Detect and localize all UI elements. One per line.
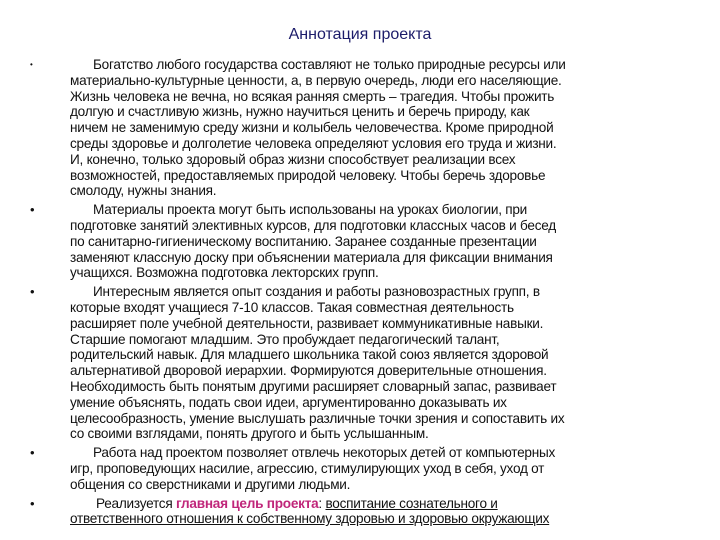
page-title: Аннотация проекта — [288, 26, 432, 43]
paragraph-line: по санитарно-гигиеническому воспитанию. Заранее созданные презентации — [70, 233, 537, 249]
paragraph-line: Жизнь человека не вечна, но всякая ранняя смерть – трагедия. Чтобы прожить — [70, 88, 555, 104]
list-item-goal — [0, 496, 720, 528]
bullet-icon: • — [30, 202, 35, 218]
paragraph-line: возможностей, предоставляемых природой человеку. Чтобы беречь здоровье — [70, 167, 546, 183]
list-item — [0, 284, 720, 442]
goal-underlined-text: воспитание сознательного и — [325, 495, 498, 511]
bullet-icon: • — [30, 445, 35, 461]
list-item — [0, 202, 720, 281]
paragraph-line: Интересным является опыт создания и работы разновозрастных групп, в — [93, 284, 540, 300]
paragraph-line: целесообразность, умение выслушать различные точки зрения и сопоставить их — [70, 410, 565, 426]
paragraph-line: Необходимость быть понятым другими расширяет словарный запас, развивает — [70, 378, 557, 394]
paragraph-line: заменяют классную доску при объяснении материала для фиксации внимания — [70, 249, 553, 265]
paragraph-line: родительский навык. Для младшего школьника такой союз является здоровой — [70, 347, 549, 363]
paragraph-line: И, конечно, только здоровый образ жизни способствует реализации всех — [70, 151, 516, 167]
paragraph-line: материально-культурные ценности, а, в первую очередь, люди его населяющие. — [70, 72, 562, 88]
paragraph-line: которые входят учащиеся 7-10 классов. Такая совместная деятельность — [70, 299, 514, 315]
goal-colon: : — [318, 495, 326, 511]
bullet-icon: • — [30, 495, 35, 511]
goal-highlight: главная цель проекта — [175, 495, 319, 511]
paragraph-line: со своими взглядами, понять другого и быть услышанным. — [70, 426, 429, 442]
bullet-icon: • — [30, 60, 33, 69]
paragraph-line: расширяет поле учебной деятельности, развивает коммуникативные навыки. — [70, 315, 544, 331]
list-item — [0, 57, 720, 199]
paragraph-line: альтернативой дворовой иерархии. Формируются доверительные отношения. — [70, 363, 547, 379]
bullet-icon: • — [30, 284, 35, 300]
paragraph-line: общения со сверстниками и другими людьми. — [70, 476, 351, 492]
paragraph-line: долгую и счастливую жизнь, нужно научиться ценить и беречь природу, как — [70, 104, 530, 120]
goal-line — [70, 496, 720, 512]
paragraph-line: Старшие помогают младшим. Это пробуждает педагогический талант, — [70, 331, 500, 347]
paragraph-line: среды здоровье и долголетие человека определяют условия его труда и жизни. — [70, 135, 557, 151]
paragraph-line: учащихся. Возможна подготовка лекторских групп. — [70, 265, 379, 281]
paragraph-line: Материалы проекта могут быть использованы на уроках биологии, при — [93, 202, 528, 218]
paragraph-line: Богатство любого государства составляют не только природные ресурсы или — [93, 57, 566, 72]
annotation-list — [0, 57, 720, 530]
paragraph-line: смолоду, нужны знания. — [70, 183, 217, 199]
paragraph-line: подготовке занятий элективных курсов, для подготовки классных часов и бесед — [70, 217, 556, 233]
paragraph-line: игр, проповедующих насилие, агрессию, стимулирующих уход в себя, уход от — [70, 460, 545, 476]
paragraph-line: ничем не заменимую среду жизни и колыбель человечества. Кроме природной — [70, 120, 554, 136]
paragraph-line: умение объяснять, подать свои идеи, аргументированно доказывать их — [70, 394, 507, 410]
paragraph-line: Работа над проектом позволяет отвлечь некоторых детей от компьютерных — [93, 445, 556, 461]
goal-prefix: Реализуется — [96, 495, 176, 511]
goal-underlined-text: ответственного отношения к собственному здоровью и здоровью окружающих — [70, 511, 550, 527]
list-item — [0, 445, 720, 492]
